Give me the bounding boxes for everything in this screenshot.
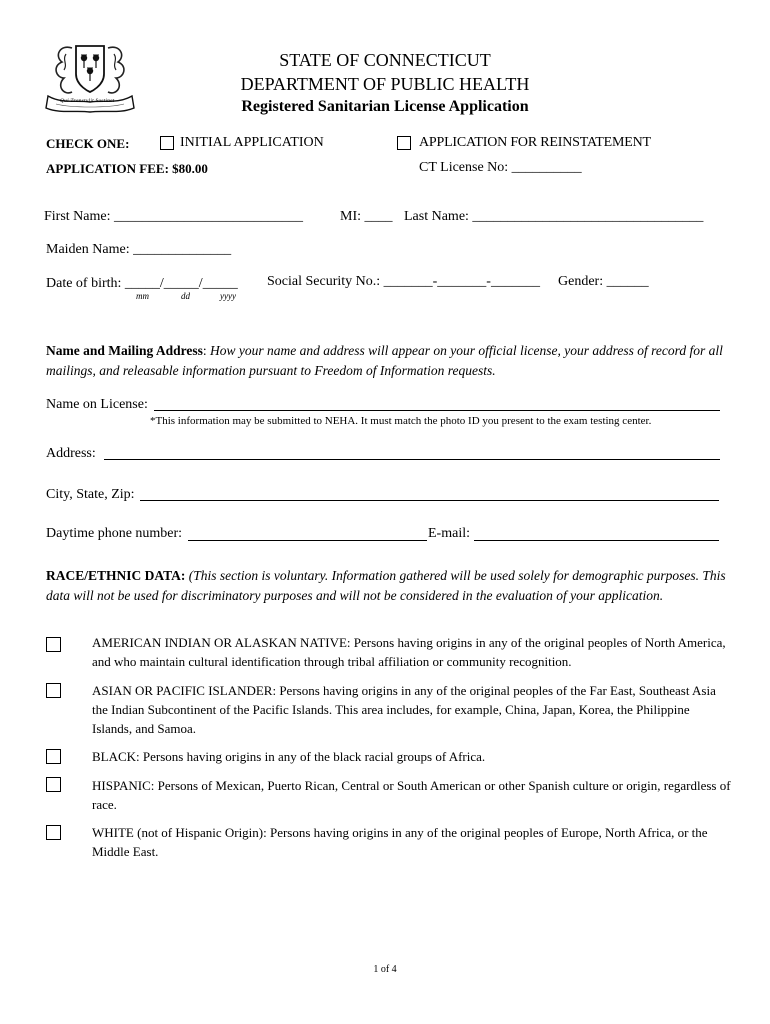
mailing-heading-colon: :	[202, 343, 207, 358]
department-heading: DEPARTMENT OF PUBLIC HEALTH	[240, 74, 530, 94]
race-intro	[46, 566, 726, 605]
daytime-phone-input[interactable]	[188, 540, 427, 541]
form-title: Registered Sanitarian License Application	[241, 98, 529, 115]
mailing-heading: Name and Mailing Address	[46, 343, 203, 358]
email-label: E-mail:	[428, 526, 470, 541]
race-option-checkbox[interactable]	[46, 749, 61, 764]
first-name-field[interactable]: First Name: ___________________________	[44, 209, 303, 224]
race-option-label: BLACK: Persons having origins in any of the black racial groups of Africa.	[92, 749, 486, 764]
name-on-license-input[interactable]	[154, 410, 720, 411]
initial-application-checkbox[interactable]	[160, 136, 174, 150]
race-option-checkbox[interactable]	[46, 637, 61, 652]
application-fee: APPLICATION FEE: $80.00	[46, 161, 208, 176]
date-of-birth-field[interactable]: Date of birth: _____/_____/_____	[46, 276, 238, 291]
race-option-label: WHITE (not of Hispanic Origin): Persons having origins in any of the original peoples of Europe, North Africa, or the Middle East.	[92, 825, 708, 859]
middle-initial-field[interactable]: MI: ____	[340, 209, 393, 224]
race-option-label: AMERICAN INDIAN OR ALASKAN NATIVE: Persons having origins in any of the original peoples of North America, and who maintain cultural identification through tribal affiliation or community recognition.	[92, 635, 726, 669]
check-one-label: CHECK ONE:	[46, 136, 130, 151]
gender-field[interactable]: Gender: ______	[558, 274, 649, 289]
race-option-checkbox[interactable]	[46, 777, 61, 792]
race-description: (This section is voluntary. Information gathered will be used solely for demographic purposes. This data will not be used for discriminatory purposes and will not be considered in the evaluation of your application.	[46, 568, 726, 603]
race-option-checkbox[interactable]	[46, 825, 61, 840]
maiden-name-field[interactable]: Maiden Name: ______________	[46, 242, 232, 257]
seal-motto: Qui Transtulit Sustinet	[60, 98, 115, 104]
race-option-label: HISPANIC: Persons of Mexican, Puerto Rican, Central or South American or other Spanish culture or origin, regardless of race.	[92, 778, 731, 812]
mailing-address-intro	[46, 341, 726, 380]
ssn-field[interactable]: Social Security No.: _______-_______-_______	[267, 274, 540, 289]
ct-license-field[interactable]: CT License No: __________	[419, 160, 582, 175]
reinstatement-label: APPLICATION FOR REINSTATEMENT	[419, 135, 651, 150]
race-option-label: ASIAN OR PACIFIC ISLANDER: Persons having origins in any of the original peoples of the Far East, Southeast Asia the Indian Subcontinent of the Pacific Islands. This area includes, for example, China, Japan, Korea, the Philippine Islands, and Samoa.	[92, 683, 716, 736]
page-number: 1 of 4	[373, 964, 397, 975]
address-input[interactable]	[104, 459, 720, 460]
city-state-zip-input[interactable]	[140, 500, 719, 501]
city-state-zip-label: City, State, Zip:	[46, 487, 135, 502]
state-heading: STATE OF CONNECTICUT	[279, 50, 491, 70]
dob-year-hint: yyyy	[220, 291, 236, 301]
race-heading: RACE/ETHNIC DATA:	[46, 568, 186, 583]
dob-day-hint: dd	[181, 291, 190, 301]
dob-month-hint: mm	[136, 291, 149, 301]
race-option-checkbox[interactable]	[46, 683, 61, 698]
initial-application-label: INITIAL APPLICATION	[180, 135, 324, 150]
daytime-phone-label: Daytime phone number:	[46, 526, 183, 541]
name-on-license-label: Name on License:	[46, 397, 148, 412]
email-input[interactable]	[474, 540, 719, 541]
mailing-description: How your name and address will appear on your official license, your address of record for all mailings, and releasable information pursuant to Freedom of Information requests.	[46, 343, 723, 378]
address-label: Address:	[46, 446, 96, 461]
last-name-field[interactable]: Last Name: _________________________________	[404, 209, 704, 224]
reinstatement-checkbox[interactable]	[397, 136, 411, 150]
neha-note: *This information may be submitted to NEHA. It must match the photo ID you present to the exam testing center.	[150, 415, 652, 427]
